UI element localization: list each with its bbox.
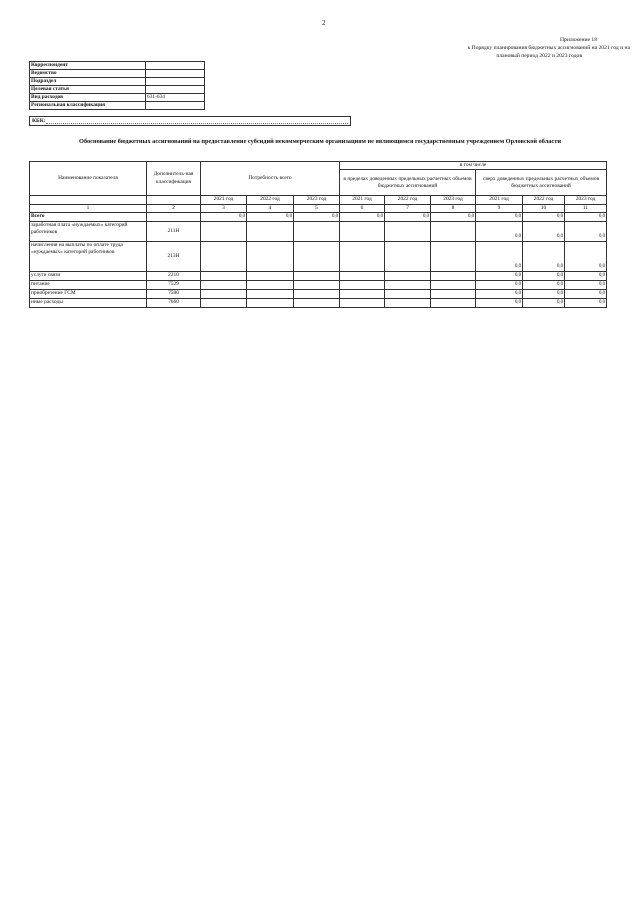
meta-label: Региональная классификация	[30, 102, 146, 110]
row-code: 2210	[147, 271, 201, 280]
meta-value	[146, 86, 205, 94]
value-cell: 0,0	[247, 212, 294, 221]
kbk-field	[29, 116, 351, 126]
year-cell: 2021 год	[340, 196, 385, 204]
meta-value: 631-634	[146, 94, 205, 102]
value-cell	[247, 271, 294, 280]
value-cell	[201, 271, 247, 280]
value-cell: 0,0	[565, 212, 607, 221]
meta-value	[146, 78, 205, 86]
value-cell: 0,0	[476, 212, 523, 221]
col-need-header: Потребность всего	[201, 162, 340, 196]
meta-row	[30, 70, 205, 78]
table-row	[30, 221, 607, 241]
value-cell	[247, 221, 294, 241]
meta-row	[30, 62, 205, 70]
value-cell	[385, 298, 431, 307]
value-cell	[201, 221, 247, 241]
value-cell	[294, 271, 340, 280]
value-cell: 0,0	[476, 289, 523, 298]
value-cell: 0,0	[340, 212, 385, 221]
value-cell: 0,0	[565, 289, 607, 298]
years-row	[30, 196, 607, 204]
year-cell: 2023 год	[431, 196, 476, 204]
row-code: 7660	[147, 298, 201, 307]
col-within-header: в пределах доведенных предельных расчетных объемов бюджетных ассигнований	[340, 170, 476, 196]
document-title: Обоснование бюджетных ассигнований на предоставление субсидий некоммерческим организациям не являющимся государственным учреждением Орловской области	[79, 138, 561, 145]
row-code: 211Н	[147, 221, 201, 241]
meta-label: Вид расходов	[30, 94, 146, 102]
page-number: 2	[322, 19, 326, 27]
value-cell	[294, 289, 340, 298]
col-class-header: Дополнитель-ная классификация	[147, 162, 201, 196]
value-cell	[431, 241, 476, 271]
value-cell: 0,0	[523, 212, 565, 221]
appendix-note	[430, 36, 630, 60]
meta-label: Ведомство	[30, 70, 146, 78]
value-cell: 0,0	[565, 221, 607, 241]
year-cell: 2021 год	[201, 196, 247, 204]
row-name: приобретение ГСМ	[30, 289, 147, 298]
row-code: 7529	[147, 280, 201, 289]
table-row	[30, 212, 607, 221]
meta-row	[30, 86, 205, 94]
value-cell	[431, 221, 476, 241]
value-cell	[340, 221, 385, 241]
col-name-header: Наименование показателя	[30, 162, 147, 196]
appendix-line-3: плановый период 2022 и 2023 годов	[496, 53, 582, 60]
col-number: 7	[385, 204, 431, 212]
year-cell: 2022 год	[523, 196, 565, 204]
table-row	[30, 271, 607, 280]
meta-label: Корреспондент	[30, 62, 146, 70]
value-cell	[247, 280, 294, 289]
value-cell: 0,0	[294, 212, 340, 221]
meta-value	[146, 102, 205, 110]
value-cell	[431, 298, 476, 307]
row-code: 213Н	[147, 241, 201, 271]
value-cell	[247, 289, 294, 298]
value-cell: 0,0	[476, 271, 523, 280]
value-cell: 0,0	[565, 271, 607, 280]
value-cell	[340, 241, 385, 271]
appendix-line-1: Приложение 18	[559, 37, 597, 43]
table-row	[30, 298, 607, 307]
col-number: 9	[476, 204, 523, 212]
value-cell	[294, 280, 340, 289]
value-cell	[201, 241, 247, 271]
appendix-line-2: к Порядку планирования бюджетных ассигнований на 2021 год и на	[467, 45, 630, 52]
col-incl-header: в том числе	[340, 162, 607, 170]
col-number: 1	[30, 204, 147, 212]
row-name: Всего	[30, 212, 147, 221]
value-cell: 0,0	[523, 221, 565, 241]
value-cell: 0,0	[476, 221, 523, 241]
year-cell: 2022 год	[247, 196, 294, 204]
value-cell: 0,0	[385, 212, 431, 221]
col-number: 4	[247, 204, 294, 212]
meta-row	[30, 78, 205, 86]
value-cell: 0,0	[431, 212, 476, 221]
meta-row	[30, 94, 205, 102]
col-number: 11	[565, 204, 607, 212]
value-cell	[340, 271, 385, 280]
year-cell: 2022 год	[385, 196, 431, 204]
value-cell	[201, 298, 247, 307]
value-cell: 0,0	[201, 212, 247, 221]
value-cell: 0,0	[565, 241, 607, 271]
value-cell: 0,0	[523, 271, 565, 280]
value-cell	[294, 298, 340, 307]
col-number: 10	[523, 204, 565, 212]
value-cell	[294, 241, 340, 271]
meta-value	[146, 62, 205, 70]
col-number: 8	[431, 204, 476, 212]
value-cell	[201, 289, 247, 298]
value-cell: 0,0	[523, 289, 565, 298]
value-cell	[294, 221, 340, 241]
meta-value	[146, 70, 205, 78]
value-cell: 0,0	[523, 241, 565, 271]
row-code: 7580	[147, 289, 201, 298]
kbk-dotted-line	[46, 123, 348, 124]
value-cell	[431, 280, 476, 289]
value-cell: 0,0	[476, 241, 523, 271]
table-row	[30, 289, 607, 298]
value-cell	[431, 271, 476, 280]
value-cell: 0,0	[565, 298, 607, 307]
header-row-1	[30, 162, 607, 170]
value-cell	[385, 289, 431, 298]
row-code	[147, 212, 201, 221]
value-cell: 0,0	[476, 280, 523, 289]
year-cell: 2021 год	[476, 196, 523, 204]
col-number: 2	[147, 204, 201, 212]
year-cell: 2023 год	[565, 196, 607, 204]
value-cell	[201, 280, 247, 289]
row-name: иные расходы	[30, 298, 147, 307]
table-row	[30, 241, 607, 271]
column-numbers-row	[30, 204, 607, 212]
year-cell: 2023 год	[294, 196, 340, 204]
value-cell: 0,0	[523, 280, 565, 289]
value-cell	[385, 280, 431, 289]
value-cell: 0,0	[476, 298, 523, 307]
meta-label: Подраздел	[30, 78, 146, 86]
value-cell: 0,0	[565, 280, 607, 289]
row-name: начисления на выплаты по оплате труда «нуждаемых» категорий работников	[30, 241, 147, 271]
meta-row	[30, 102, 205, 110]
row-name: услуги связи	[30, 271, 147, 280]
meta-table	[29, 61, 205, 110]
value-cell: 0,0	[523, 298, 565, 307]
value-cell	[385, 241, 431, 271]
value-cell	[247, 241, 294, 271]
row-name: заработная плата «нуждаемых» категорий работников	[30, 221, 147, 241]
col-over-header: сверх доведенных предельных расчетных объемов бюджетных ассигнований	[476, 170, 607, 196]
value-cell	[431, 289, 476, 298]
row-name: питание	[30, 280, 147, 289]
value-cell	[340, 280, 385, 289]
value-cell	[385, 271, 431, 280]
kbk-label: КБК:	[32, 118, 46, 124]
col-number: 5	[294, 204, 340, 212]
col-number: 6	[340, 204, 385, 212]
value-cell	[340, 298, 385, 307]
value-cell	[340, 289, 385, 298]
value-cell	[247, 298, 294, 307]
table-row	[30, 280, 607, 289]
col-number: 3	[201, 204, 247, 212]
value-cell	[385, 221, 431, 241]
budget-table	[29, 161, 607, 308]
meta-label: Целевая статья	[30, 86, 146, 94]
